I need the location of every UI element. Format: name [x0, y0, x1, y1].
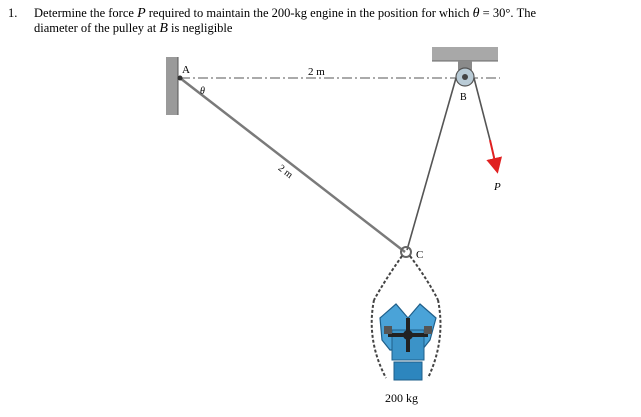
ceiling-support — [432, 47, 498, 61]
force-variable-P: P — [137, 6, 146, 21]
engine-part-right — [424, 326, 432, 334]
problem-text-1: Determine the force — [34, 6, 138, 20]
pulley-axle — [462, 74, 468, 80]
label-theta: θ — [200, 86, 205, 97]
ring-C — [401, 247, 411, 257]
pulley-variable-B: B — [159, 21, 168, 36]
problem-number: 1. — [8, 6, 18, 20]
label-C: C — [416, 249, 424, 261]
pin-A — [178, 76, 183, 81]
engine — [380, 304, 436, 380]
mass-label: 200 kg — [385, 391, 418, 405]
chain-left — [374, 256, 402, 300]
chain-right — [410, 256, 438, 300]
cable-BP — [474, 78, 490, 140]
rod-AC — [180, 78, 405, 252]
left-wall — [166, 57, 178, 115]
label-A: A — [182, 64, 190, 76]
force-arrow-P — [490, 140, 496, 166]
angle-variable-theta: θ — [472, 6, 480, 21]
label-P: P — [494, 181, 501, 193]
dimension-rod: 2 m — [275, 162, 295, 181]
engine-hub — [403, 330, 413, 340]
cable-CB — [407, 78, 456, 250]
problem-text-3: diameter of the pulley at — [34, 21, 160, 35]
problem-text-4: is negligible — [167, 21, 233, 35]
engine-oil-pan — [394, 362, 422, 380]
problem-text-eq: = 30°. The — [479, 6, 537, 20]
dimension-horizontal: 2 m — [308, 66, 325, 78]
problem-text-2: required to maintain the 200-kg engine in the position for which — [145, 6, 473, 20]
engine-part-left — [384, 326, 392, 334]
label-B: B — [460, 92, 467, 103]
